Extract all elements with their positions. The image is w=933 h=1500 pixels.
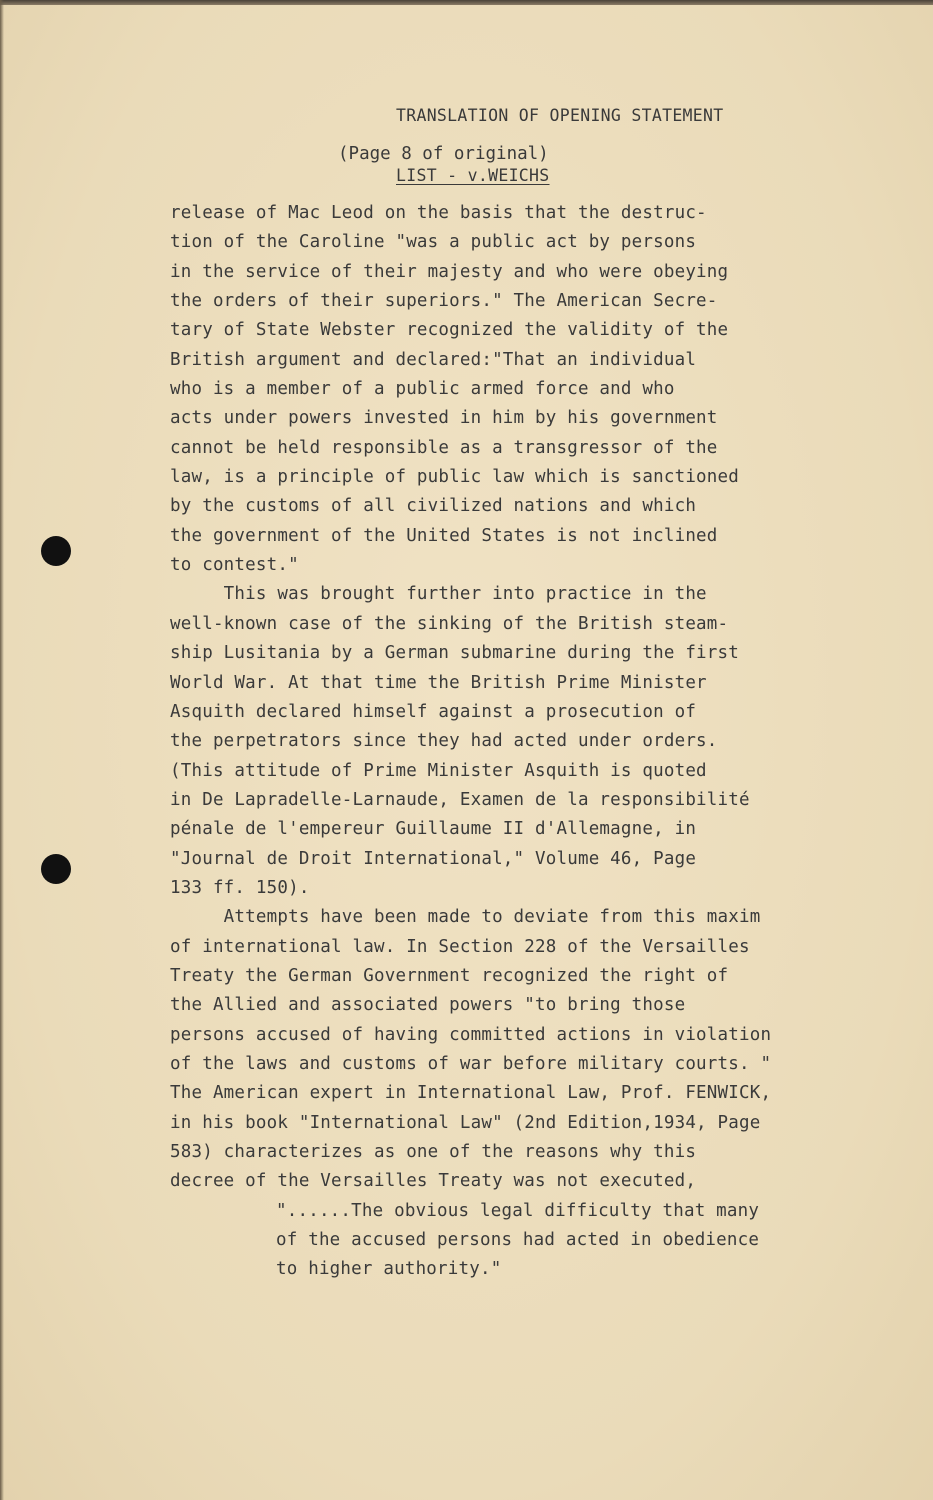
text-line: decree of the Versailles Treaty was not executed, (170, 1171, 697, 1192)
text-line: law, is a principle of public law which is sanctioned (170, 467, 740, 488)
quote-line: to higher authority." (276, 1259, 502, 1280)
text-line: the government of the United States is not inclined (170, 525, 718, 546)
text-line: by the customs of all civilized nations and which (170, 496, 697, 517)
text-line: tion of the Caroline "was a public act by persons (170, 232, 697, 253)
text-line: in De Lapradelle-Larnaude, Examen de la responsibilité (170, 789, 750, 810)
text-line: Treaty the German Government recognized the right of (170, 965, 729, 986)
text-line: of the laws and customs of war before military courts. " (170, 1053, 772, 1074)
text-line: pénale de l'empereur Guillaume II d'Allemagne, in (170, 819, 697, 840)
text-line: who is a member of a public armed force and who (170, 379, 675, 400)
text-line: well-known case of the sinking of the British steam- (170, 613, 729, 634)
text-line: the Allied and associated powers "to bring those (170, 995, 686, 1016)
text-line: to contest." (170, 555, 299, 576)
quote-line: of the accused persons had acted in obedience (276, 1230, 760, 1251)
text-line: ship Lusitania by a German submarine during the first (170, 643, 740, 664)
text-line: the perpetrators since they had acted under orders. (170, 731, 718, 752)
text-line: British argument and declared:"That an individual (170, 349, 697, 370)
body-text (170, 199, 850, 1285)
text-line: (This attitude of Prime Minister Asquith is quoted (170, 760, 707, 781)
text-line: in his book "International Law" (2nd Edition,1934, Page (170, 1112, 761, 1133)
text-line: 133 ff. 150). (170, 877, 310, 898)
punch-hole (41, 854, 71, 884)
text-line: This was brought further into practice in the (170, 584, 707, 605)
punch-hole (41, 536, 71, 566)
text-line: persons accused of having committed actions in violation (170, 1024, 772, 1045)
text-line: Asquith declared himself against a prosecution of (170, 701, 697, 722)
text-line: acts under powers invested in him by his government (170, 408, 718, 429)
text-line: of international law. In Section 228 of the Versailles (170, 936, 750, 957)
text-line: Attempts have been made to deviate from this maxim (170, 907, 761, 928)
page-reference: (Page 8 of original) (338, 144, 549, 164)
text-line: 583) characterizes as one of the reasons why this (170, 1142, 697, 1162)
text-line: the orders of their superiors." The American Secre- (170, 291, 718, 312)
page-left-edge (0, 0, 4, 1500)
header-title: TRANSLATION OF OPENING STATEMENT (396, 106, 724, 125)
quote-line: "......The obvious legal difficulty that many (276, 1200, 760, 1221)
page-top-edge (0, 0, 933, 5)
text-line: "Journal de Droit International," Volume 46, Page (170, 848, 697, 869)
text-line: The American expert in International Law, Prof. FENWICK, (170, 1083, 772, 1104)
header-case: LIST - v.WEICHS (396, 166, 550, 185)
text-line: World War. At that time the British Prime Minister (170, 672, 707, 693)
text-line: in the service of their majesty and who were obeying (170, 261, 729, 282)
text-line: release of Mac Leod on the basis that the destruc- (170, 203, 707, 223)
text-line: cannot be held responsible as a transgressor of the (170, 437, 718, 458)
text-line: tary of State Webster recognized the validity of the (170, 320, 729, 341)
